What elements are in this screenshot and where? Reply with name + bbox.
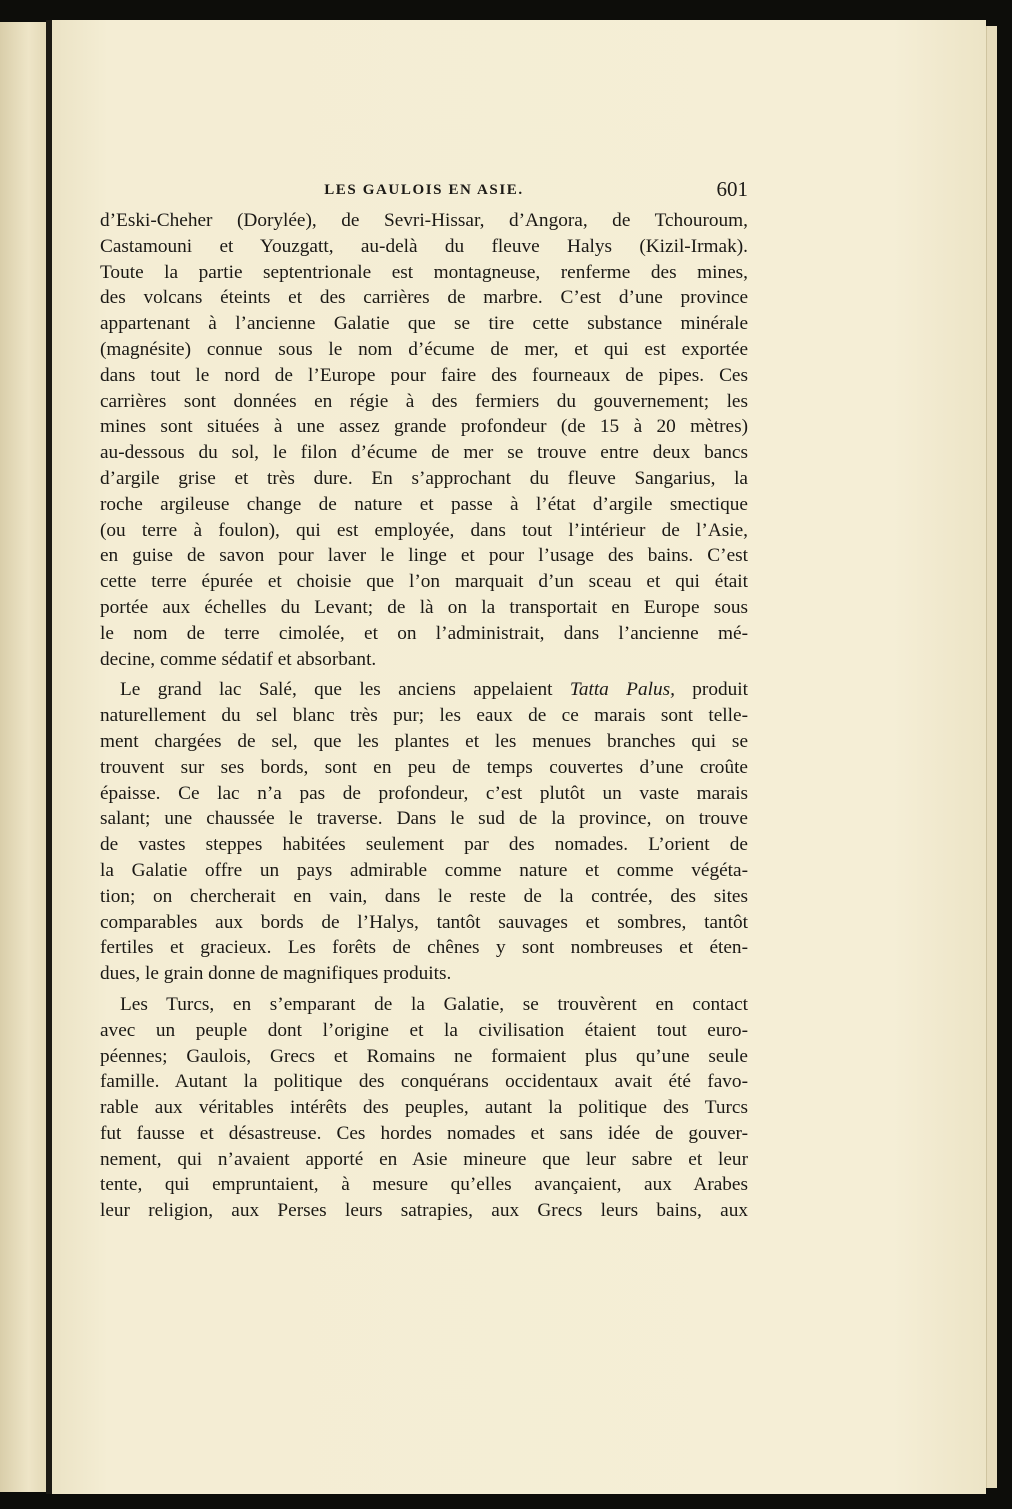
body-text (100, 208, 748, 1224)
text-line: comparables aux bords de l’Halys, tantôt sauvages et sombres, tantôt (100, 911, 748, 933)
text-line: la Galatie offre un pays admirable comme nature et comme végéta- (100, 859, 748, 881)
text-run: produit (674, 679, 748, 701)
text-line: dues, le grain donne de magnifiques produits. (100, 963, 452, 985)
page-number: 601 (716, 177, 748, 201)
text-line: famille. Autant la politique des conquérans occidentaux avait été favo- (100, 1071, 748, 1093)
text-line: des volcans éteints et des carrières de marbre. C’est d’une province (100, 287, 748, 309)
text-line: rable aux véritables intérêts des peuples, autant la politique des Turcs (100, 1097, 748, 1119)
text-line: naturellement du sel blanc très pur; les eaux de ce marais sont telle- (100, 705, 748, 727)
text-line: d’argile grise et très dure. En s’approchant du fleuve Sangarius, la (100, 467, 748, 489)
text-line: (ou terre à foulon), qui est employée, dans tout l’intérieur de l’Asie, (100, 519, 748, 541)
text-line: carrières sont données en régie à des fermiers du gouvernement; les (100, 390, 748, 412)
text-line: nement, qui n’avaient apporté en Asie mineure que leur sabre et leur (100, 1148, 748, 1170)
text-line: en guise de savon pour laver le linge et pour l’usage des bains. C’est (100, 545, 748, 567)
text-line: ment chargées de sel, que les plantes et les menues branches qui se (100, 730, 748, 752)
italic-place-name: Tatta Palus, (569, 679, 675, 701)
text-line: de vastes steppes habitées seulement par des nomades. L’orient de (100, 834, 748, 856)
text-line: Castamouni et Youzgatt, au-delà du fleuve Halys (Kizil-Irmak). (100, 235, 748, 257)
text-line: Toute la partie septentrionale est montagneuse, renferme des mines, (100, 261, 748, 283)
paragraph (100, 992, 748, 1224)
running-head-title: LES GAULOIS EN ASIE. (324, 182, 524, 198)
paragraph (100, 677, 748, 987)
page-stack-edge (986, 26, 997, 1488)
text-line: au-dessous du sol, le filon d’écume de mer se trouve entre deux bancs (100, 442, 748, 464)
text-line: tion; on chercherait en vain, dans le reste de la contrée, des sites (100, 885, 748, 907)
text-line: tente, qui empruntaient, à mesure qu’elles avançaient, aux Arabes (100, 1174, 748, 1196)
running-head (100, 177, 748, 206)
text-line: salant; une chaussée le traverse. Dans le sud de la province, on trouve (100, 808, 748, 830)
text-line: dans tout le nord de l’Europe pour faire des fourneaux de pipes. Ces (100, 364, 748, 386)
text-line: leur religion, aux Perses leurs satrapies, aux Grecs leurs bains, aux (100, 1200, 748, 1222)
text-line: trouvent sur ses bords, sont en peu de temps couvertes d’une croûte (100, 756, 748, 778)
text-line: le nom de terre cimolée, et on l’administrait, dans l’ancienne mé- (100, 622, 748, 644)
text-line: (magnésite) connue sous le nom d’écume de mer, et qui est exportée (100, 338, 748, 360)
text-line: decine, comme sédatif et absorbant. (100, 648, 377, 670)
text-line: d’Eski-Cheher (Dorylée), de Sevri-Hissar, d’Angora, de Tchouroum, (100, 210, 748, 231)
text-line: appartenant à l’ancienne Galatie que se tire cette substance minérale (100, 313, 748, 335)
text-line: Les Turcs, en s’emparant de la Galatie, se trouvèrent en contact (120, 993, 748, 1015)
text-line: portée aux échelles du Levant; de là on la transportait en Europe sous (100, 596, 748, 618)
text-line: roche argileuse change de nature et passe à l’état d’argile smectique (100, 493, 748, 515)
text-line: cette terre épurée et choisie que l’on marquait d’un sceau et qui était (100, 571, 748, 593)
text-line: péennes; Gaulois, Grecs et Romains ne formaient plus qu’une seule (100, 1045, 748, 1067)
text-run: Le grand lac Salé, que les anciens appelaient (120, 679, 570, 701)
text-line: épaisse. Ce lac n’a pas de profondeur, c’est plutôt un vaste marais (100, 782, 748, 804)
text-line (100, 677, 748, 703)
text-line: fut fausse et désastreuse. Ces hordes nomades et sans idée de gouver- (100, 1122, 748, 1144)
text-line: mines sont situées à une assez grande profondeur (de 15 à 20 mètres) (100, 416, 748, 438)
text-line: fertiles et gracieux. Les forêts de chênes y sont nombreuses et éten- (100, 937, 748, 959)
paragraph (100, 208, 748, 672)
previous-page-edge (0, 22, 48, 1492)
text-line: avec un peuple dont l’origine et la civilisation étaient tout euro- (100, 1019, 748, 1041)
